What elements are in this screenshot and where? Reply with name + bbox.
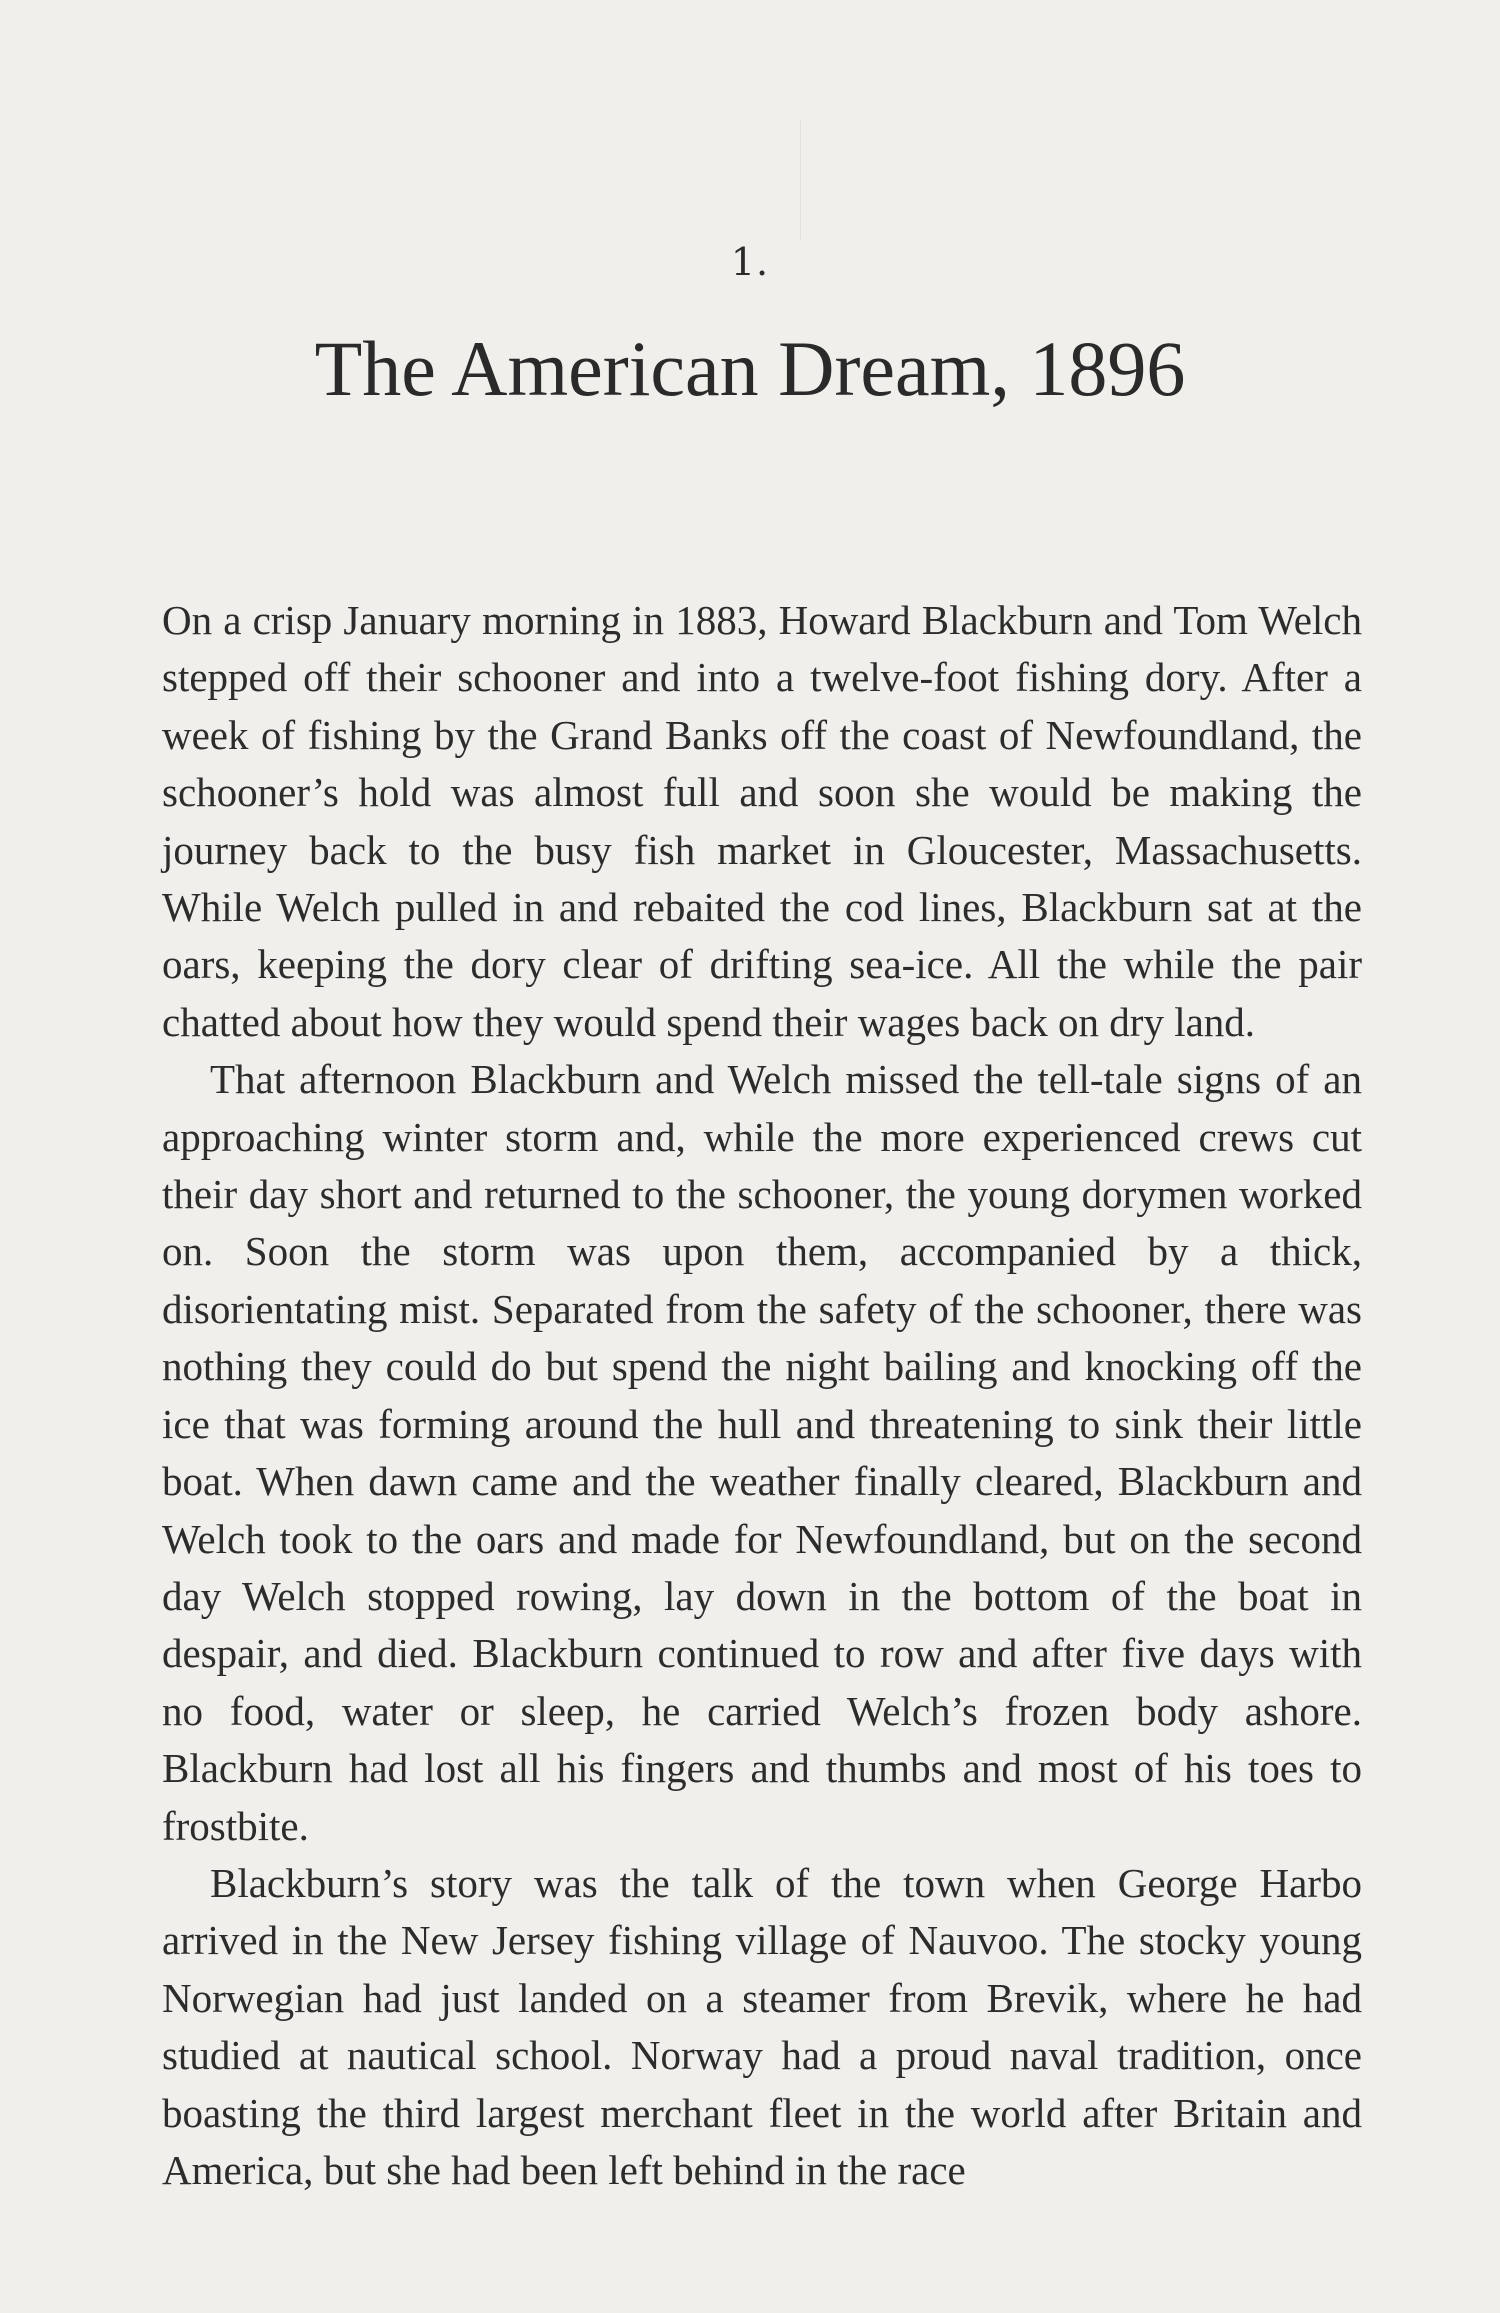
chapter-number: 1. [730, 240, 770, 284]
chapter-title: The American Dream, 1896 [314, 325, 1186, 412]
chapter-body [162, 592, 1362, 2199]
paragraph-3: Blackburn’s story was the talk of the town when George Harbo arrived in the New Jersey fishing village of Nauvoo. The stocky young Norwegian had just landed on a steamer from Brevik, where he had studied at nautical school. Norway had a proud naval tradition, once boasting the third largest merchant fleet in the world after Britain and America, but she had been left behind in the race [162, 1859, 1362, 2193]
paragraph-2: That afternoon Blackburn and Welch missed the tell-tale signs of an approaching winter storm and, while the more experienced crews cut their day short and returned to the schooner, the young dorymen worked on. Soon the storm was upon them, accompanied by a thick, disorientating mist. Separated from the safety of the schooner, there was nothing they could do but spend the night bailing and knocking off the ice that was forming around the hull and threatening to sink their little boat. When dawn came and the weather finally cleared, Blackburn and Welch took to the oars and made for Newfoundland, but on the second day Welch stopped rowing, lay down in the bottom of the boat in despair, and died. Blackburn continued to row and after five days with no food, water or sleep, he carried Welch’s frozen body ashore. Blackburn had lost all his fingers and thumbs and most of his toes to frostbite. [162, 1056, 1362, 1849]
paragraph-1: On a crisp January morning in 1883, Howard Blackburn and Tom Welch stepped off their schooner and into a twelve-foot fishing dory. After a week of fishing by the Grand Banks off the coast of Newfoundland, the schooner’s hold was almost full and soon she would be making the journey back to the busy fish market in Gloucester, Massachusetts. While Welch pulled in and rebaited the cod lines, Blackburn sat at the oars, keeping the dory clear of drifting sea-ice. All the while the pair chatted about how they would spend their wages back on dry land. [162, 597, 1362, 1045]
page-crease [800, 120, 801, 240]
